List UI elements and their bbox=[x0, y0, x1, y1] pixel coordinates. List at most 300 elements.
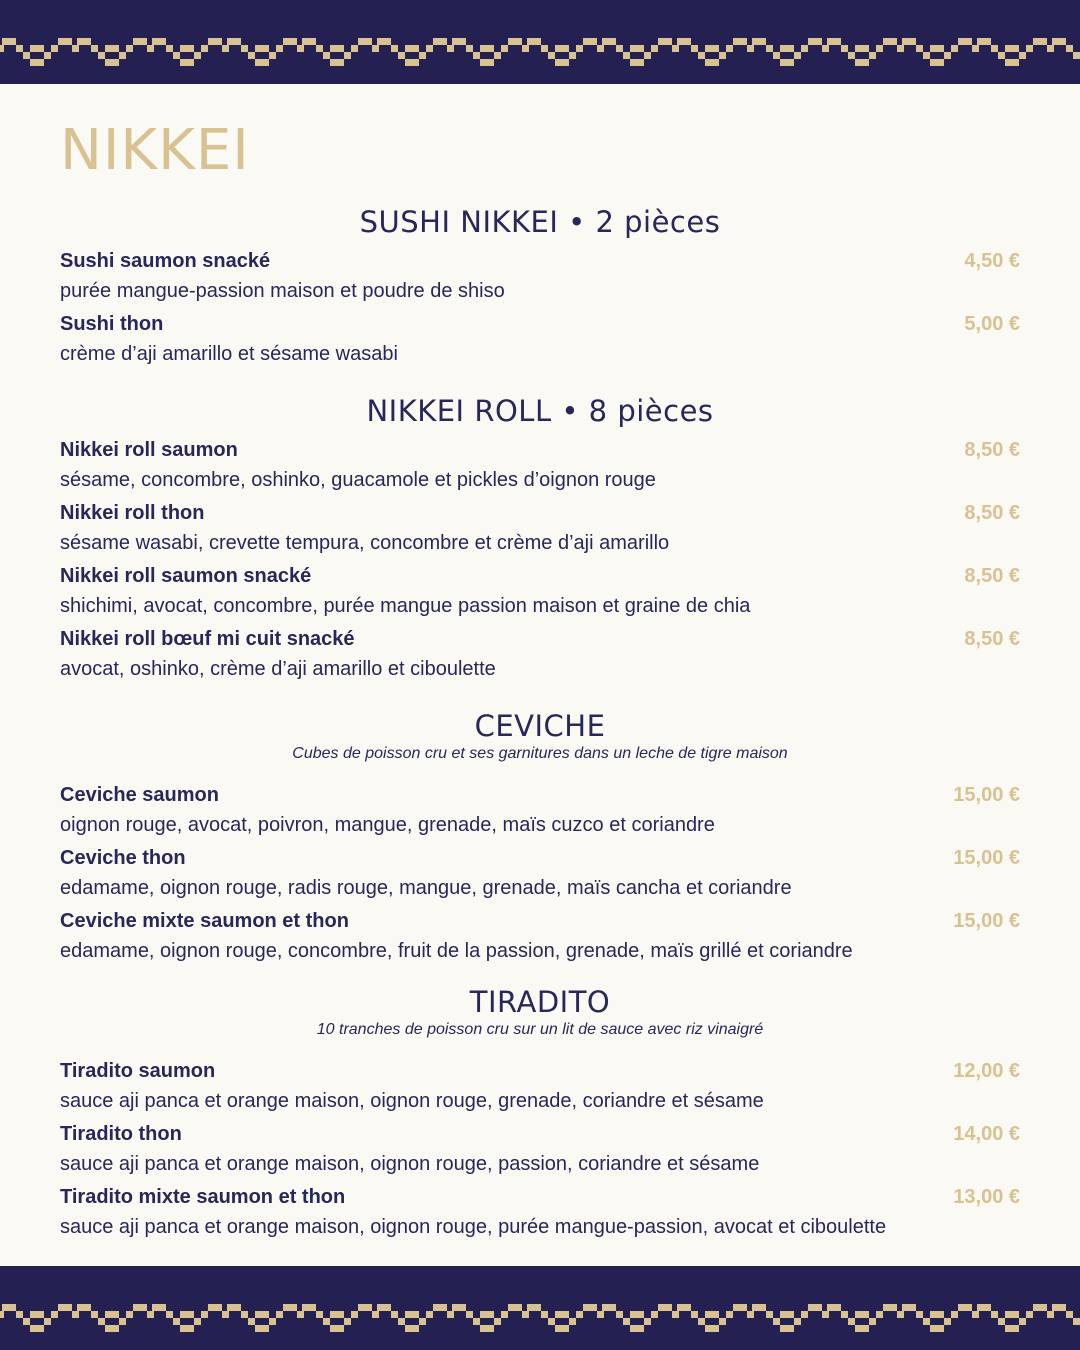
pattern-square bbox=[166, 1311, 173, 1318]
pattern-square bbox=[991, 1311, 998, 1318]
pattern-square bbox=[248, 52, 255, 59]
pattern-square bbox=[630, 59, 637, 66]
pattern-square bbox=[452, 38, 459, 45]
pattern-square bbox=[616, 1311, 623, 1318]
pattern-square bbox=[890, 1304, 897, 1311]
pattern-square bbox=[1012, 1311, 1019, 1318]
pattern-square bbox=[152, 38, 159, 45]
pattern-square bbox=[466, 1311, 473, 1318]
pattern-square bbox=[173, 52, 180, 59]
pattern-square bbox=[419, 1318, 426, 1325]
pattern-square bbox=[255, 1325, 262, 1332]
pattern-square bbox=[58, 1304, 65, 1311]
pattern-square bbox=[391, 45, 398, 52]
pattern-square bbox=[515, 38, 522, 45]
pattern-square bbox=[180, 59, 187, 66]
pattern-square bbox=[930, 1311, 937, 1318]
pattern-square bbox=[180, 45, 187, 52]
pattern-square bbox=[37, 1311, 44, 1318]
pattern-square bbox=[227, 38, 234, 45]
pattern-square bbox=[412, 45, 419, 52]
geometric-pattern-top bbox=[0, 0, 1080, 84]
menu-item bbox=[60, 1121, 1020, 1184]
pattern-square bbox=[58, 38, 65, 45]
pattern-square bbox=[159, 38, 166, 45]
pattern-square bbox=[1059, 1304, 1066, 1311]
pattern-square bbox=[855, 45, 862, 52]
pattern-square bbox=[466, 45, 473, 52]
pattern-square bbox=[609, 38, 616, 45]
pattern-square bbox=[0, 45, 4, 52]
pattern-square bbox=[480, 59, 487, 66]
pattern-square bbox=[290, 1304, 297, 1311]
pattern-square bbox=[747, 45, 754, 52]
pattern-square bbox=[1005, 1311, 1012, 1318]
pattern-square bbox=[1005, 45, 1012, 52]
pattern-square bbox=[412, 1325, 419, 1332]
pattern-square bbox=[747, 1311, 754, 1318]
section-title: CEVICHE bbox=[474, 709, 606, 743]
pattern-square bbox=[152, 1304, 159, 1311]
pattern-square bbox=[815, 38, 822, 45]
pattern-square bbox=[187, 59, 194, 66]
pattern-square bbox=[916, 1311, 923, 1318]
pattern-square bbox=[937, 45, 944, 52]
pattern-square bbox=[623, 52, 630, 59]
pattern-square bbox=[562, 45, 569, 52]
pattern-square bbox=[684, 1304, 691, 1311]
pattern-square bbox=[876, 45, 883, 52]
section-nikkei-roll bbox=[60, 393, 1020, 689]
pattern-square bbox=[65, 1304, 72, 1311]
item-price: 14,00 € bbox=[953, 1123, 1020, 1145]
pattern-square bbox=[105, 59, 112, 66]
pattern-square bbox=[391, 1311, 398, 1318]
pattern-square bbox=[658, 38, 665, 45]
pattern-square bbox=[119, 1318, 126, 1325]
pattern-square bbox=[302, 38, 309, 45]
section-ceviche bbox=[60, 708, 1020, 971]
pattern-square bbox=[712, 1311, 719, 1318]
pattern-square bbox=[759, 38, 766, 45]
pattern-square bbox=[337, 1311, 344, 1318]
pattern-square bbox=[2, 38, 9, 45]
menu-item bbox=[60, 311, 1020, 374]
pattern-square bbox=[351, 1311, 358, 1318]
pattern-square bbox=[897, 1311, 904, 1318]
pattern-square bbox=[262, 1311, 269, 1318]
pattern-square bbox=[187, 1325, 194, 1332]
pattern-square bbox=[255, 59, 262, 66]
pattern-square bbox=[827, 38, 834, 45]
pattern-square bbox=[337, 1325, 344, 1332]
pattern-square bbox=[365, 1304, 372, 1311]
pattern-square bbox=[555, 59, 562, 66]
pattern-square bbox=[787, 1311, 794, 1318]
pattern-square bbox=[508, 38, 515, 45]
pattern-square bbox=[644, 52, 651, 59]
pattern-square bbox=[787, 45, 794, 52]
pattern-square bbox=[569, 1318, 576, 1325]
pattern-square bbox=[208, 38, 215, 45]
pattern-square bbox=[555, 45, 562, 52]
pattern-square bbox=[201, 45, 208, 52]
pattern-square bbox=[112, 59, 119, 66]
pattern-square bbox=[623, 1318, 630, 1325]
item-price: 15,00 € bbox=[953, 784, 1020, 806]
pattern-square bbox=[555, 1325, 562, 1332]
pattern-square bbox=[752, 1304, 759, 1311]
pattern-square bbox=[602, 38, 609, 45]
pattern-square bbox=[180, 1325, 187, 1332]
pattern-square bbox=[330, 45, 337, 52]
pattern-square bbox=[630, 1311, 637, 1318]
pattern-square bbox=[883, 38, 890, 45]
pattern-square bbox=[801, 45, 808, 52]
pattern-square bbox=[316, 45, 323, 52]
pattern-square bbox=[569, 52, 576, 59]
pattern-square bbox=[937, 1325, 944, 1332]
pattern-square bbox=[426, 1311, 433, 1318]
pattern-square bbox=[869, 1318, 876, 1325]
pattern-square bbox=[1052, 38, 1059, 45]
pattern-square bbox=[597, 1311, 604, 1318]
item-description: sauce aji panca et orange maison, oignon rouge, purée mangue-passion, avocat et ciboulette bbox=[60, 1216, 887, 1238]
pattern-square bbox=[726, 1311, 733, 1318]
item-name: Nikkei roll bœuf mi cuit snacké bbox=[60, 628, 355, 650]
pattern-square bbox=[194, 52, 201, 59]
pattern-square bbox=[377, 38, 384, 45]
pattern-square bbox=[440, 38, 447, 45]
pattern-square bbox=[712, 59, 719, 66]
pattern-square bbox=[72, 1311, 79, 1318]
pattern-square bbox=[965, 1304, 972, 1311]
pattern-square bbox=[487, 45, 494, 52]
section-tiradito bbox=[60, 984, 1020, 1247]
bottom-decorative-band bbox=[0, 1266, 1080, 1350]
pattern-square bbox=[515, 1304, 522, 1311]
pattern-square bbox=[1019, 52, 1026, 59]
pattern-square bbox=[909, 1304, 916, 1311]
pattern-square bbox=[822, 45, 829, 52]
pattern-square bbox=[234, 38, 241, 45]
pattern-square bbox=[705, 59, 712, 66]
pattern-square bbox=[644, 1318, 651, 1325]
pattern-square bbox=[262, 59, 269, 66]
pattern-square bbox=[794, 52, 801, 59]
pattern-square bbox=[51, 1311, 58, 1318]
pattern-square bbox=[541, 45, 548, 52]
pattern-square bbox=[1026, 1311, 1033, 1318]
pattern-square bbox=[665, 38, 672, 45]
pattern-square bbox=[9, 1304, 16, 1311]
pattern-square bbox=[562, 59, 569, 66]
pattern-square bbox=[876, 1311, 883, 1318]
pattern-square bbox=[841, 45, 848, 52]
item-price: 15,00 € bbox=[953, 910, 1020, 932]
pattern-square bbox=[2, 1304, 9, 1311]
pattern-square bbox=[30, 59, 37, 66]
pattern-square bbox=[930, 45, 937, 52]
pattern-square bbox=[672, 45, 679, 52]
section-subtitle: Cubes de poisson cru et ses garnitures dans un leche de tigre maison bbox=[292, 745, 788, 762]
pattern-square bbox=[726, 45, 733, 52]
item-description: edamame, oignon rouge, radis rouge, mangue, grenade, maïs cancha et coriandre bbox=[60, 877, 792, 899]
item-name: Sushi thon bbox=[60, 313, 164, 335]
pattern-square bbox=[433, 1304, 440, 1311]
item-description: avocat, oshinko, crème d’aji amarillo et ciboulette bbox=[60, 658, 496, 680]
pattern-square bbox=[452, 1304, 459, 1311]
section-subtitle: 10 tranches de poisson cru sur un lit de sauce avec riz vinaigré bbox=[316, 1021, 764, 1038]
pattern-square bbox=[297, 45, 304, 52]
pattern-square bbox=[508, 1304, 515, 1311]
pattern-square bbox=[665, 1304, 672, 1311]
pattern-square bbox=[290, 38, 297, 45]
pattern-square bbox=[862, 45, 869, 52]
pattern-square bbox=[965, 38, 972, 45]
menu-item bbox=[60, 1184, 1020, 1247]
pattern-square bbox=[1012, 59, 1019, 66]
pattern-square bbox=[637, 45, 644, 52]
pattern-square bbox=[0, 1311, 4, 1318]
pattern-square bbox=[1033, 38, 1040, 45]
pattern-square bbox=[194, 1318, 201, 1325]
pattern-square bbox=[358, 38, 365, 45]
pattern-square bbox=[534, 1304, 541, 1311]
pattern-square bbox=[1040, 38, 1047, 45]
pattern-square bbox=[1040, 1304, 1047, 1311]
pattern-square bbox=[405, 1325, 412, 1332]
pattern-square bbox=[140, 38, 147, 45]
pattern-square bbox=[637, 1325, 644, 1332]
pattern-square bbox=[344, 52, 351, 59]
pattern-square bbox=[855, 59, 862, 66]
pattern-square bbox=[527, 1304, 534, 1311]
pattern-square bbox=[909, 38, 916, 45]
pattern-square bbox=[883, 1304, 890, 1311]
pattern-square bbox=[998, 52, 1005, 59]
pattern-square bbox=[358, 1304, 365, 1311]
pattern-square bbox=[37, 1325, 44, 1332]
pattern-square bbox=[822, 1311, 829, 1318]
pattern-square bbox=[84, 1304, 91, 1311]
pattern-square bbox=[283, 38, 290, 45]
menu-item bbox=[60, 248, 1020, 311]
pattern-square bbox=[1012, 45, 1019, 52]
pattern-square bbox=[187, 45, 194, 52]
pattern-square bbox=[501, 1311, 508, 1318]
pattern-square bbox=[691, 45, 698, 52]
item-name: Nikkei roll thon bbox=[60, 502, 205, 524]
pattern-square bbox=[105, 45, 112, 52]
item-description: sauce aji panca et orange maison, oignon rouge, grenade, coriandre et sésame bbox=[60, 1090, 764, 1112]
pattern-square bbox=[255, 45, 262, 52]
pattern-square bbox=[65, 38, 72, 45]
pattern-square bbox=[440, 1304, 447, 1311]
pattern-square bbox=[372, 45, 379, 52]
pattern-square bbox=[841, 1311, 848, 1318]
pattern-square bbox=[944, 1318, 951, 1325]
pattern-square bbox=[637, 59, 644, 66]
pattern-square bbox=[262, 45, 269, 52]
pattern-square bbox=[262, 1325, 269, 1332]
pattern-square bbox=[323, 1318, 330, 1325]
pattern-square bbox=[958, 1304, 965, 1311]
pattern-square bbox=[576, 1311, 583, 1318]
pattern-square bbox=[590, 1304, 597, 1311]
pattern-square bbox=[862, 1325, 869, 1332]
pattern-square bbox=[1026, 45, 1033, 52]
pattern-square bbox=[147, 45, 154, 52]
pattern-square bbox=[147, 1311, 154, 1318]
pattern-square bbox=[1047, 45, 1054, 52]
pattern-square bbox=[276, 45, 283, 52]
pattern-square bbox=[269, 52, 276, 59]
pattern-square bbox=[433, 38, 440, 45]
pattern-square bbox=[405, 59, 412, 66]
pattern-square bbox=[616, 45, 623, 52]
pattern-square bbox=[480, 45, 487, 52]
pattern-square bbox=[890, 38, 897, 45]
pattern-square bbox=[227, 1304, 234, 1311]
pattern-square bbox=[480, 1325, 487, 1332]
item-price: 4,50 € bbox=[964, 250, 1020, 272]
pattern-square bbox=[630, 45, 637, 52]
pattern-square bbox=[51, 45, 58, 52]
pattern-square bbox=[787, 59, 794, 66]
pattern-square bbox=[494, 1318, 501, 1325]
item-price: 13,00 € bbox=[953, 1186, 1020, 1208]
pattern-square bbox=[487, 1325, 494, 1332]
pattern-square bbox=[377, 1304, 384, 1311]
pattern-square bbox=[30, 45, 37, 52]
pattern-square bbox=[944, 52, 951, 59]
pattern-square bbox=[323, 52, 330, 59]
section-sushi-nikkei bbox=[60, 204, 1020, 374]
pattern-square bbox=[330, 1325, 337, 1332]
pattern-square bbox=[126, 1311, 133, 1318]
item-price: 5,00 € bbox=[964, 313, 1020, 335]
pattern-square bbox=[991, 45, 998, 52]
pattern-square bbox=[705, 1325, 712, 1332]
pattern-square bbox=[705, 1311, 712, 1318]
pattern-square bbox=[1052, 1304, 1059, 1311]
pattern-square bbox=[405, 1311, 412, 1318]
item-price: 8,50 € bbox=[964, 565, 1020, 587]
pattern-square bbox=[344, 1318, 351, 1325]
pattern-square bbox=[187, 1311, 194, 1318]
pattern-square bbox=[827, 1304, 834, 1311]
pattern-square bbox=[834, 38, 841, 45]
pattern-square bbox=[309, 38, 316, 45]
pattern-square bbox=[309, 1304, 316, 1311]
pattern-square bbox=[951, 45, 958, 52]
menu-item bbox=[60, 845, 1020, 908]
pattern-square bbox=[330, 1311, 337, 1318]
pattern-square bbox=[780, 45, 787, 52]
pattern-square bbox=[173, 1318, 180, 1325]
pattern-square bbox=[405, 45, 412, 52]
pattern-square bbox=[719, 1318, 726, 1325]
pattern-square bbox=[398, 1318, 405, 1325]
item-price: 12,00 € bbox=[953, 1060, 1020, 1082]
section-title: TIRADITO bbox=[469, 985, 611, 1019]
pattern-square bbox=[255, 1311, 262, 1318]
pattern-square bbox=[562, 1311, 569, 1318]
section-title: SUSHI NIKKEI • 2 pièces bbox=[359, 205, 721, 239]
item-name: Ceviche saumon bbox=[60, 784, 219, 806]
item-description: oignon rouge, avocat, poivron, mangue, grenade, maïs cuzco et coriandre bbox=[60, 814, 715, 836]
menu-item bbox=[60, 437, 1020, 500]
pattern-square bbox=[30, 1311, 37, 1318]
pattern-square bbox=[480, 1311, 487, 1318]
pattern-square bbox=[459, 1304, 466, 1311]
pattern-square bbox=[447, 45, 454, 52]
pattern-square bbox=[72, 45, 79, 52]
pattern-square bbox=[808, 1304, 815, 1311]
pattern-square bbox=[276, 1311, 283, 1318]
pattern-square bbox=[112, 45, 119, 52]
pattern-square bbox=[855, 1325, 862, 1332]
pattern-square bbox=[977, 1304, 984, 1311]
pattern-square bbox=[330, 59, 337, 66]
pattern-square bbox=[740, 1304, 747, 1311]
item-name: Tiradito saumon bbox=[60, 1060, 216, 1082]
pattern-square bbox=[923, 1318, 930, 1325]
pattern-square bbox=[855, 1311, 862, 1318]
top-decorative-band bbox=[0, 0, 1080, 84]
pattern-square bbox=[834, 1304, 841, 1311]
pattern-square bbox=[77, 38, 84, 45]
item-name: Ceviche thon bbox=[60, 847, 186, 869]
pattern-square bbox=[365, 38, 372, 45]
pattern-square bbox=[808, 38, 815, 45]
pattern-square bbox=[126, 45, 133, 52]
pattern-square bbox=[815, 1304, 822, 1311]
pattern-square bbox=[201, 1311, 208, 1318]
pattern-square bbox=[576, 45, 583, 52]
pattern-square bbox=[869, 52, 876, 59]
pattern-square bbox=[651, 1311, 658, 1318]
pattern-square bbox=[848, 52, 855, 59]
pattern-square bbox=[91, 45, 98, 52]
pattern-square bbox=[951, 1311, 958, 1318]
pattern-square bbox=[602, 1304, 609, 1311]
pattern-square bbox=[23, 52, 30, 59]
pattern-square bbox=[119, 52, 126, 59]
item-name: Tiradito mixte saumon et thon bbox=[60, 1186, 346, 1208]
pattern-square bbox=[1012, 1325, 1019, 1332]
pattern-square bbox=[691, 1311, 698, 1318]
menu-item bbox=[60, 563, 1020, 626]
item-price: 8,50 € bbox=[964, 439, 1020, 461]
pattern-square bbox=[712, 1325, 719, 1332]
pattern-square bbox=[583, 38, 590, 45]
item-name: Tiradito thon bbox=[60, 1123, 182, 1145]
pattern-square bbox=[862, 1311, 869, 1318]
pattern-square bbox=[977, 38, 984, 45]
pattern-square bbox=[522, 1311, 529, 1318]
pattern-square bbox=[780, 59, 787, 66]
pattern-square bbox=[1066, 45, 1073, 52]
pattern-square bbox=[780, 1311, 787, 1318]
pattern-square bbox=[548, 1318, 555, 1325]
pattern-square bbox=[37, 59, 44, 66]
pattern-square bbox=[501, 45, 508, 52]
pattern-square bbox=[44, 52, 51, 59]
pattern-square bbox=[534, 38, 541, 45]
pattern-square bbox=[487, 59, 494, 66]
